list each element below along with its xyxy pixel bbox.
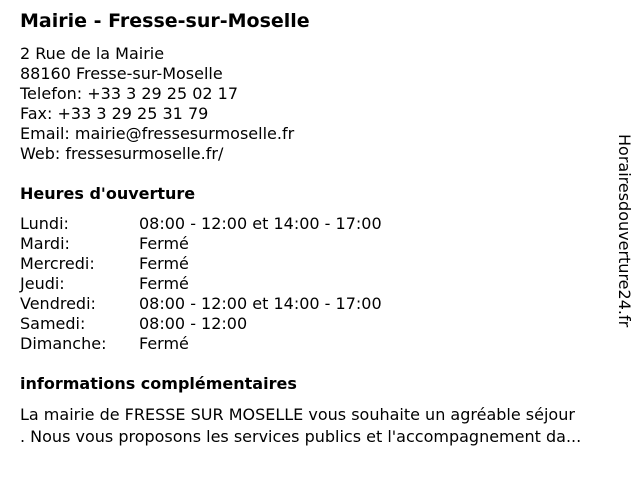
day-label: Dimanche: [20,334,107,353]
info-line: . Nous vous proposons les services publics et l'accompagnement da... [20,427,582,446]
info-line: La mairie de FRESSE SUR MOSELLE vous souhaite un agréable séjour [20,405,575,424]
time-value: 08:00 - 12:00 [139,314,248,333]
day-label: Lundi: [20,214,69,233]
website: Web: fressesurmoselle.fr/ [20,144,224,163]
city-address: 88160 Fresse-sur-Moselle [20,64,223,83]
day-label: Vendredi: [20,294,96,313]
site-watermark [612,134,636,354]
phone-number: Telefon: +33 3 29 25 02 17 [20,84,239,103]
info-heading: informations complémentaires [20,374,297,393]
day-label: Samedi: [20,314,86,333]
hours-heading: Heures d'ouverture [20,184,196,203]
time-value: 08:00 - 12:00 et 14:00 - 17:00 [139,214,382,233]
info-text [20,404,630,448]
time-value: Fermé [139,254,189,273]
fax-number: Fax: +33 3 29 25 31 79 [20,104,209,123]
site-name-vertical: Horairesdouverture24.fr [615,134,634,328]
day-label: Mardi: [20,234,70,253]
street-address: 2 Rue de la Mairie [20,44,165,63]
day-label: Jeudi: [20,274,65,293]
time-value: Fermé [139,274,189,293]
page-title: Mairie - Fresse-sur-Moselle [20,10,310,32]
email-address: Email: mairie@fressesurmoselle.fr [20,124,295,143]
time-value: 08:00 - 12:00 et 14:00 - 17:00 [139,294,382,313]
contact-block [20,44,294,164]
time-value: Fermé [139,334,189,353]
day-label: Mercredi: [20,254,95,273]
time-value: Fermé [139,234,189,253]
